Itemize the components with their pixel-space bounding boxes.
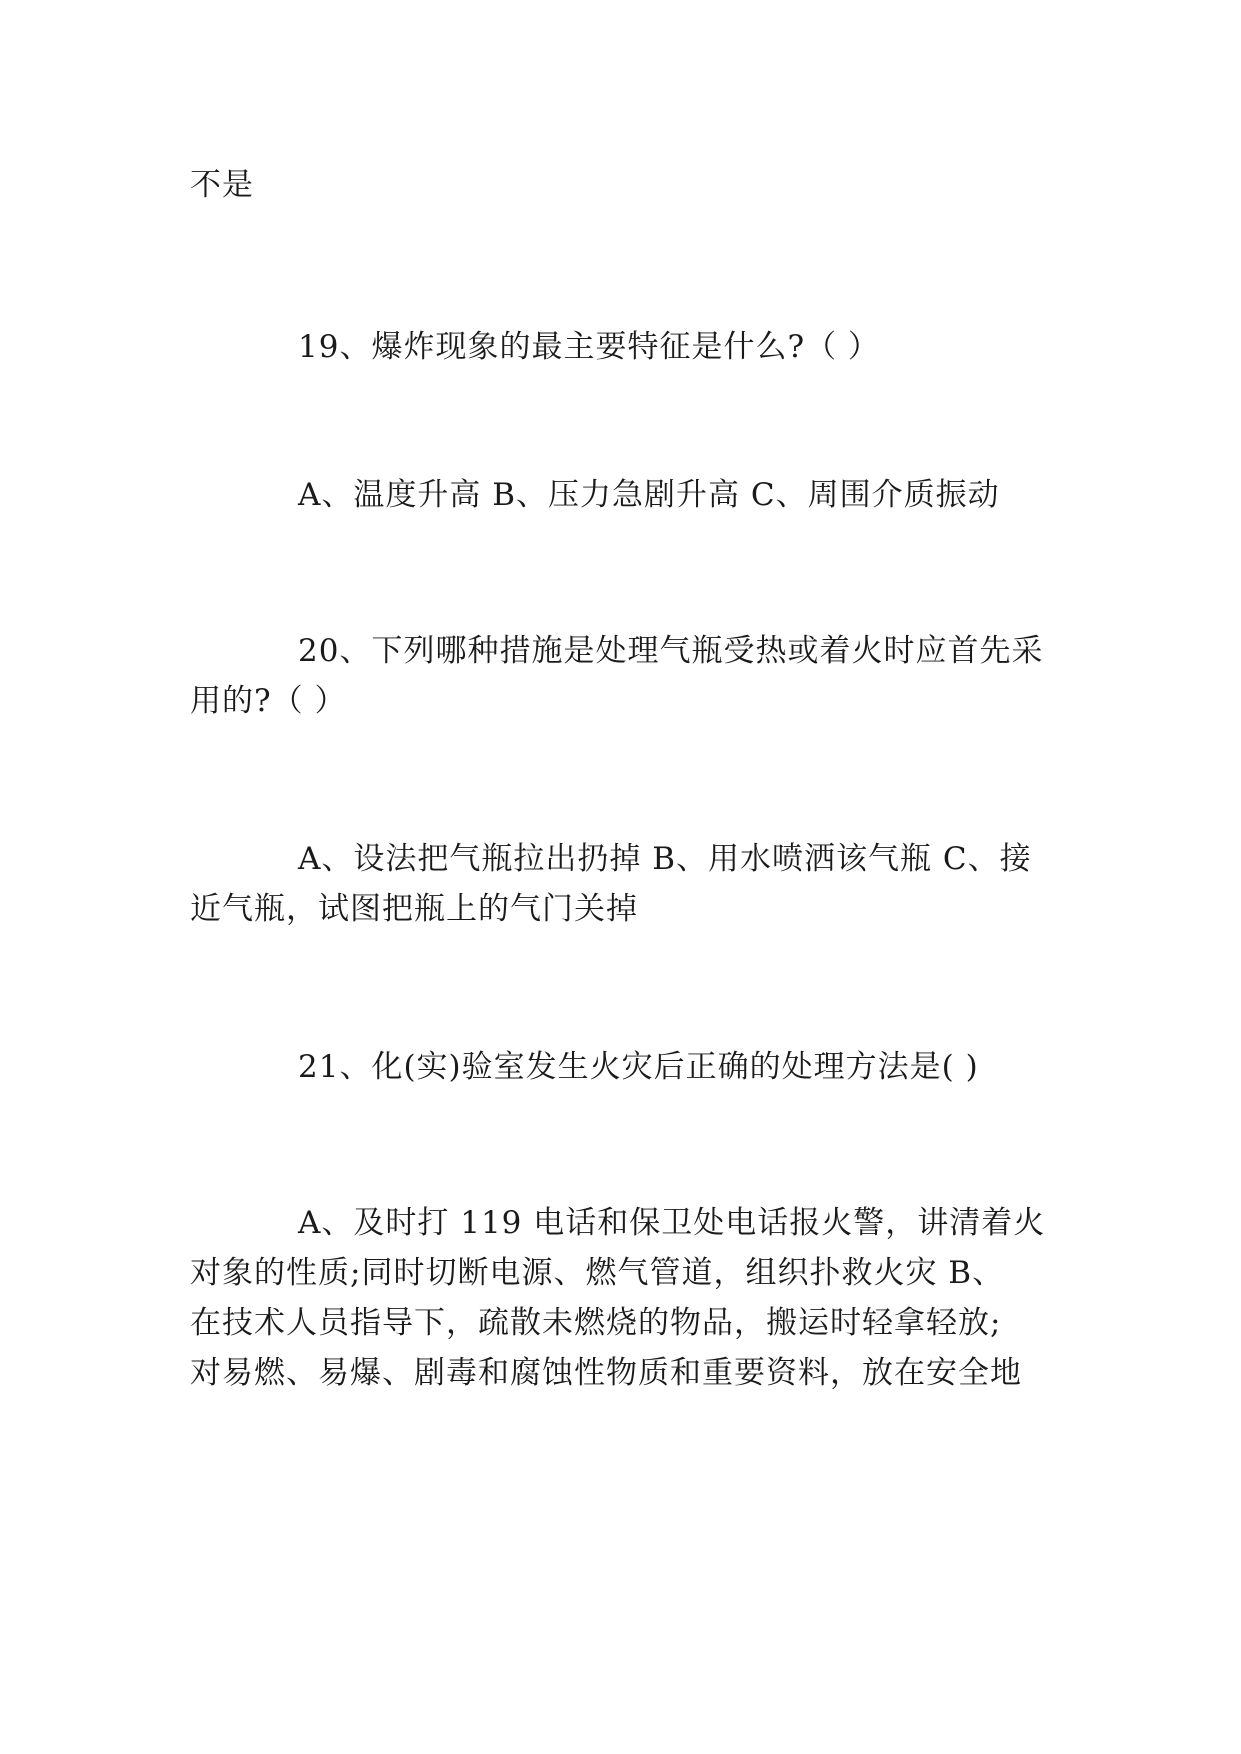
question-19 bbox=[190, 322, 1050, 372]
question-19-options bbox=[190, 470, 1050, 520]
question-21-options bbox=[190, 1198, 1050, 1398]
text-line: A、温度升高 B、压力急剧升高 C、周围介质振动 bbox=[298, 477, 1000, 513]
text-line: A、设法把气瓶拉出扔掉 B、用水喷洒该气瓶 C、接 bbox=[298, 841, 1032, 877]
text-line: 用的?（ ） bbox=[190, 683, 347, 719]
text-line: 不是 bbox=[190, 167, 254, 203]
question-20-options bbox=[190, 834, 1050, 934]
question-21 bbox=[190, 1042, 1050, 1092]
text-line: 对易燃、易爆、剧毒和腐蚀性物质和重要资料，放在安全地 bbox=[190, 1355, 1022, 1391]
text-line: 在技术人员指导下，疏散未燃烧的物品，搬运时轻拿轻放; bbox=[190, 1305, 1002, 1341]
text-line: 21、化(实)验室发生火灾后正确的处理方法是( ) bbox=[298, 1049, 979, 1085]
text-line: 20、下列哪种措施是处理气瓶受热或着火时应首先采 bbox=[298, 633, 1044, 669]
text-line: 近气瓶，试图把瓶上的气门关掉 bbox=[190, 891, 638, 927]
text-line: 19、爆炸现象的最主要特征是什么?（ ） bbox=[298, 329, 880, 365]
question-20 bbox=[190, 626, 1050, 726]
text-line: A、及时打 119 电话和保卫处电话报火警，讲清着火 bbox=[298, 1205, 1046, 1241]
paragraph-continuation bbox=[190, 160, 1050, 210]
text-line: 对象的性质;同时切断电源、燃气管道，组织扑救火灾 B、 bbox=[190, 1255, 1005, 1291]
